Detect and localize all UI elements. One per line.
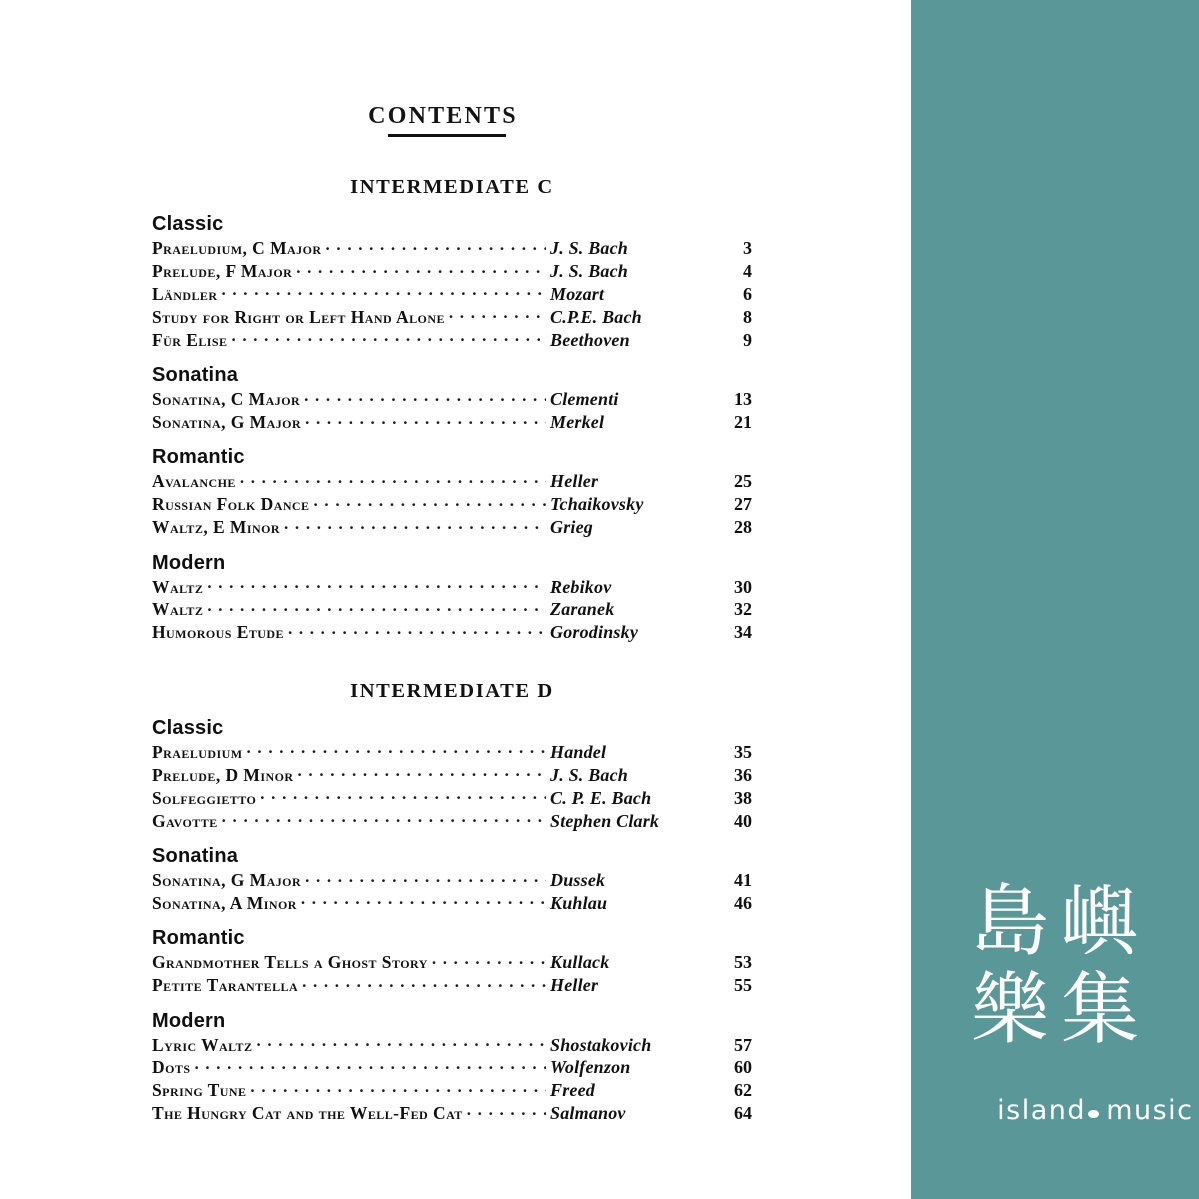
toc-group xyxy=(152,552,752,644)
page-title: CONTENTS xyxy=(368,103,518,129)
dot-leader xyxy=(326,237,546,254)
toc-entry xyxy=(152,1079,752,1101)
entry-page-number: 53 xyxy=(734,952,752,973)
entry-title: Gavotte xyxy=(152,810,218,831)
toc-entry xyxy=(152,810,752,832)
dot-leader xyxy=(256,1034,546,1051)
entry-composer: C. P. E. Bach xyxy=(550,787,652,808)
entry-composer: Kullack xyxy=(550,952,610,973)
toc-group xyxy=(152,927,752,996)
toc-part xyxy=(152,176,752,644)
entry-composer: J. S. Bach xyxy=(550,764,629,785)
entry-title: Sonatina, G Major xyxy=(152,869,302,890)
logo-char-2: 嶼 xyxy=(1060,877,1139,967)
logo-characters xyxy=(911,878,1199,1054)
dot-leader xyxy=(301,892,546,909)
entry-title: The Hungry Cat and the Well-Fed Cat xyxy=(152,1103,463,1124)
dot-leader xyxy=(305,869,546,886)
entry-composer: J. S. Bach xyxy=(550,238,629,258)
entry-page-number: 4 xyxy=(743,260,752,281)
entry-page-number: 8 xyxy=(743,306,752,327)
toc-group xyxy=(152,364,752,433)
entry-title: Prelude, D Minor xyxy=(152,764,294,785)
toc-entry xyxy=(152,237,752,259)
entry-composer: Shostakovich xyxy=(550,1034,652,1055)
toc-entry xyxy=(152,329,752,351)
table-of-contents xyxy=(152,176,752,1125)
toc-part xyxy=(152,680,752,1125)
title-underline xyxy=(388,134,506,137)
toc-entry xyxy=(152,306,752,328)
entry-page-number: 60 xyxy=(734,1057,752,1078)
entry-composer: Freed xyxy=(550,1080,595,1101)
toc-entry xyxy=(152,283,752,305)
toc-entry xyxy=(152,951,752,973)
entry-title: Humorous Etude xyxy=(152,622,284,643)
toc-entry xyxy=(152,411,752,433)
dot-leader xyxy=(302,974,546,991)
entry-title: Dots xyxy=(152,1057,191,1078)
entry-page-number: 36 xyxy=(734,764,752,785)
logo-tagline xyxy=(911,1064,1199,1157)
entry-page-number: 3 xyxy=(743,238,752,258)
entry-title: Praeludium xyxy=(152,741,243,762)
entry-title: Praeludium, C Major xyxy=(152,238,322,258)
dot-leader xyxy=(296,260,546,277)
entry-title: Sonatina, G Major xyxy=(152,411,302,432)
dot-leader xyxy=(247,741,546,758)
group-heading: Romantic xyxy=(152,927,245,950)
entry-title: Für Elise xyxy=(152,329,228,350)
entry-composer: Kuhlau xyxy=(550,892,608,913)
dot-leader xyxy=(314,493,546,510)
toc-entry xyxy=(152,974,752,996)
logo-tagline-island: island xyxy=(997,1095,1087,1126)
group-heading: Classic xyxy=(152,716,224,739)
entry-page-number: 13 xyxy=(734,389,752,410)
entry-composer: Heller xyxy=(550,975,599,996)
entry-composer: Stephen Clark xyxy=(550,810,660,831)
toc-entry xyxy=(152,621,752,643)
dot-leader xyxy=(194,1056,546,1073)
dot-leader xyxy=(284,516,546,533)
dot-leader xyxy=(207,576,546,593)
toc-entry xyxy=(152,892,752,914)
toc-group xyxy=(152,1010,752,1125)
dot-leader xyxy=(305,411,546,428)
dot-leader xyxy=(240,470,546,487)
toc-entry xyxy=(152,493,752,515)
entry-composer: Rebikov xyxy=(550,576,612,597)
entry-page-number: 57 xyxy=(734,1034,752,1055)
entry-title: Russian Folk Dance xyxy=(152,494,310,515)
dot-leader xyxy=(298,764,546,781)
entry-page-number: 46 xyxy=(734,892,752,913)
group-heading: Modern xyxy=(152,551,226,574)
toc-entry xyxy=(152,787,752,809)
entry-composer: Heller xyxy=(550,471,599,492)
entry-composer: Wolfenzon xyxy=(550,1057,631,1078)
toc-entry xyxy=(152,1056,752,1078)
entry-composer: Mozart xyxy=(550,283,605,304)
entry-title: Spring Tune xyxy=(152,1080,247,1101)
logo-char-4: 集 xyxy=(1060,965,1139,1055)
entry-page-number: 28 xyxy=(734,517,752,538)
entry-composer: Merkel xyxy=(550,411,605,432)
entry-page-number: 25 xyxy=(734,471,752,492)
entry-title: Lyric Waltz xyxy=(152,1034,253,1055)
dot-leader xyxy=(288,621,546,638)
toc-entry xyxy=(152,388,752,410)
toc-group xyxy=(152,845,752,914)
toc-entry xyxy=(152,260,752,282)
entry-page-number: 62 xyxy=(734,1080,752,1101)
entry-page-number: 30 xyxy=(734,576,752,597)
entry-page-number: 6 xyxy=(743,283,752,304)
dot-leader xyxy=(250,1079,546,1096)
dot-leader xyxy=(260,787,546,804)
toc-entry xyxy=(152,598,752,620)
entry-title: Waltz, E Minor xyxy=(152,517,281,538)
entry-title: Avalanche xyxy=(152,471,236,492)
entry-title: Petite Tarantella xyxy=(152,975,299,996)
entry-composer: C.P.E. Bach xyxy=(550,306,642,327)
dot-leader xyxy=(222,810,546,827)
toc-entry xyxy=(152,1034,752,1056)
entry-title: Sonatina, A Minor xyxy=(152,892,297,913)
group-heading: Sonatina xyxy=(152,364,239,387)
entry-page-number: 40 xyxy=(734,810,752,831)
dot-leader xyxy=(304,388,546,405)
toc-entry xyxy=(152,516,752,538)
entry-title: Grandmother Tells a Ghost Story xyxy=(152,952,428,973)
entry-page-number: 55 xyxy=(734,975,752,996)
dot-leader xyxy=(207,598,546,615)
entry-composer: Dussek xyxy=(550,869,606,890)
dot-leader xyxy=(432,951,546,968)
group-heading: Romantic xyxy=(152,446,245,469)
entry-title: Ländler xyxy=(152,283,218,304)
dot-leader xyxy=(231,329,546,346)
logo-char-1: 島 xyxy=(970,877,1049,967)
entry-page-number: 21 xyxy=(734,411,752,432)
brand-sidebar xyxy=(911,0,1199,1199)
toc-group xyxy=(152,446,752,538)
part-title: INTERMEDIATE D xyxy=(350,679,554,702)
entry-composer: Zaranek xyxy=(550,599,615,620)
entry-composer: Tchaikovsky xyxy=(550,494,644,515)
entry-title: Prelude, F Major xyxy=(152,260,293,281)
toc-group xyxy=(152,717,752,832)
entry-page-number: 64 xyxy=(734,1103,752,1124)
entry-page-number: 34 xyxy=(734,622,752,643)
dot-leader xyxy=(449,306,546,323)
entry-title: Solfeggietto xyxy=(152,787,257,808)
toc-group xyxy=(152,213,752,351)
entry-page-number: 27 xyxy=(734,494,752,515)
entry-title: Study for Right or Left Hand Alone xyxy=(152,306,445,327)
entry-composer: Clementi xyxy=(550,389,619,410)
entry-page-number: 41 xyxy=(734,869,752,890)
entry-page-number: 32 xyxy=(734,599,752,620)
dot-leader xyxy=(222,283,547,300)
toc-entry xyxy=(152,741,752,763)
toc-entry xyxy=(152,1102,752,1124)
toc-entry xyxy=(152,764,752,786)
toc-entry xyxy=(152,869,752,891)
toc-entry xyxy=(152,470,752,492)
toc-entry xyxy=(152,576,752,598)
entry-title: Waltz xyxy=(152,599,204,620)
entry-page-number: 35 xyxy=(734,741,752,762)
logo-tagline-music: music xyxy=(1106,1095,1194,1126)
logo xyxy=(911,878,1199,1157)
entry-composer: Beethoven xyxy=(550,329,630,350)
entry-page-number: 38 xyxy=(734,787,752,808)
entry-title: Waltz xyxy=(152,576,204,597)
entry-composer: Gorodinsky xyxy=(550,622,639,643)
group-heading: Modern xyxy=(152,1009,226,1032)
logo-char-3: 樂 xyxy=(970,965,1049,1055)
entry-composer: Handel xyxy=(550,741,607,762)
group-heading: Sonatina xyxy=(152,844,239,867)
entry-composer: J. S. Bach xyxy=(550,260,629,281)
part-title: INTERMEDIATE C xyxy=(350,176,554,198)
entry-title: Sonatina, C Major xyxy=(152,389,301,410)
entry-composer: Salmanov xyxy=(550,1103,626,1124)
group-heading: Classic xyxy=(152,213,224,235)
dot-leader xyxy=(467,1102,546,1119)
entry-composer: Grieg xyxy=(550,517,593,538)
entry-page-number: 9 xyxy=(743,329,752,350)
